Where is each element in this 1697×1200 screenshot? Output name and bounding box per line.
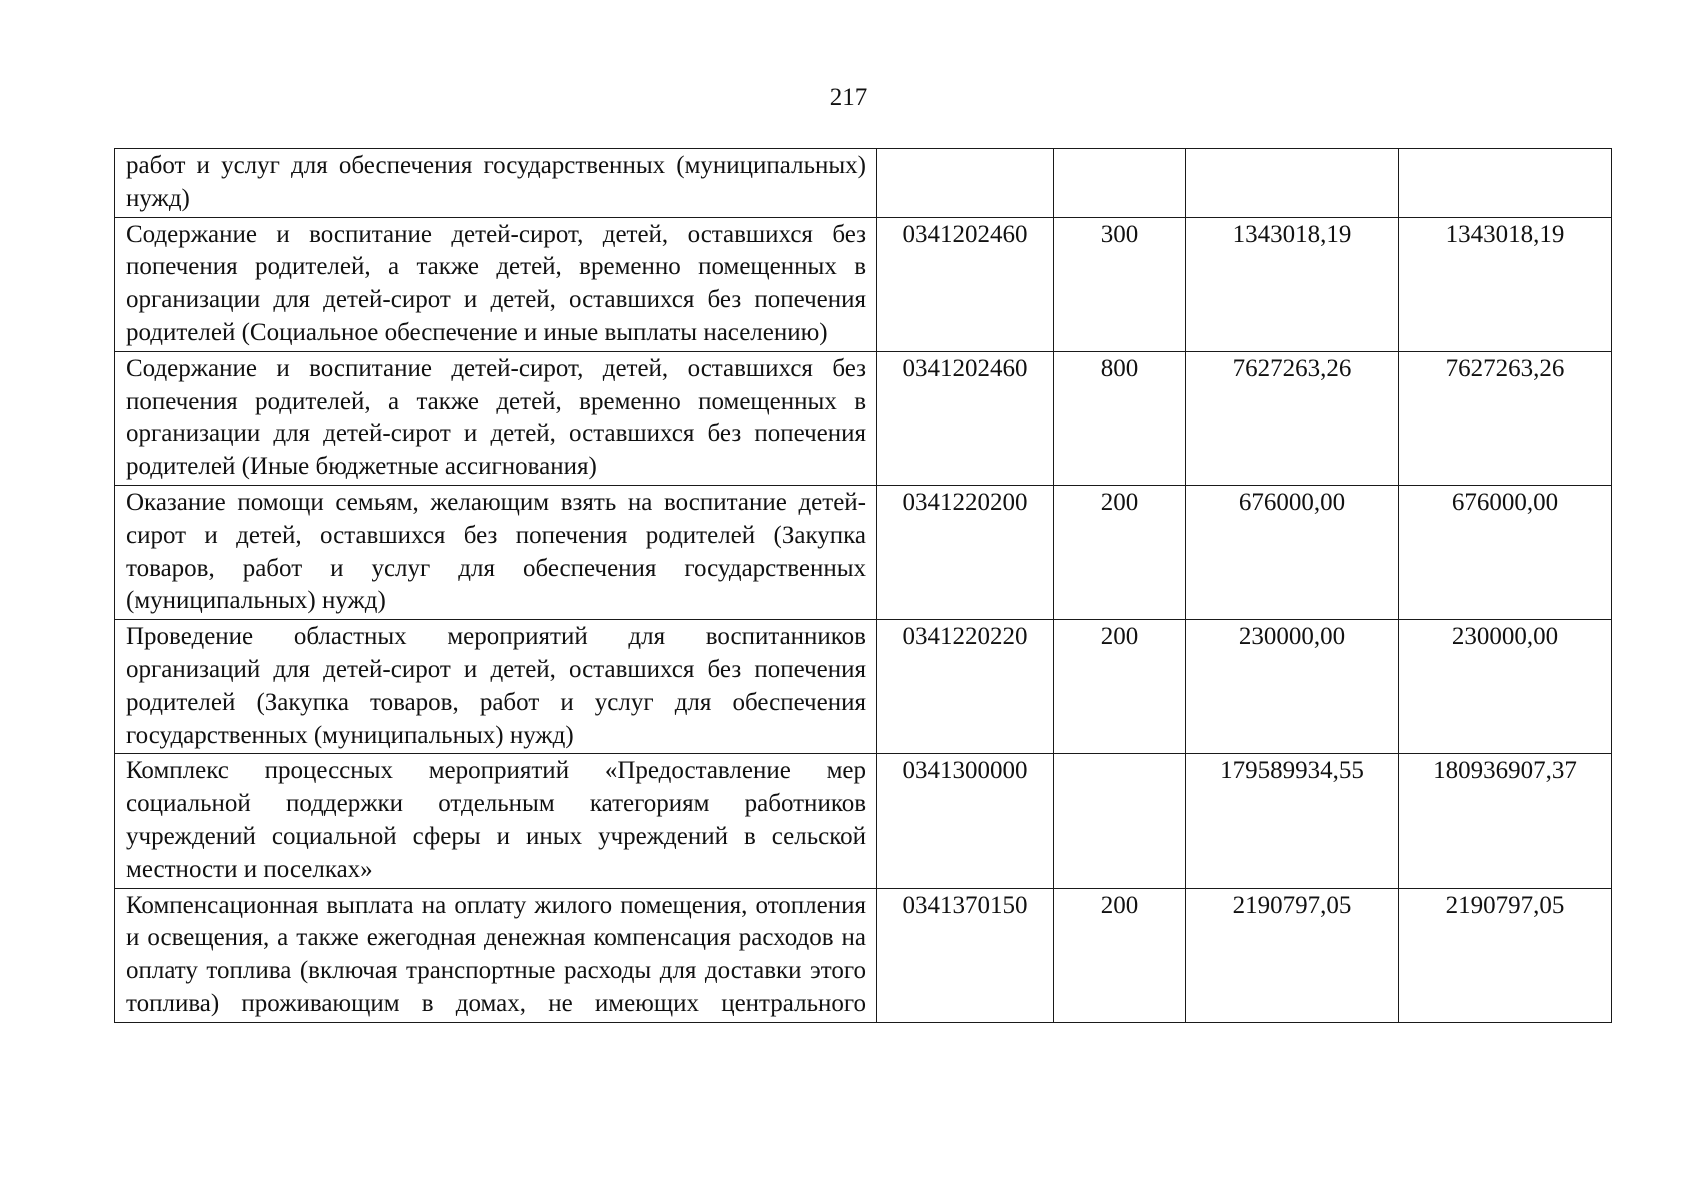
row-amount-2: 2190797,05: [1399, 888, 1612, 1022]
table-row: [115, 485, 1612, 619]
row-expense-type: [1054, 754, 1186, 888]
row-expense-type: 200: [1054, 888, 1186, 1022]
row-description: Оказание помощи семьям, желающим взять на воспитание детей-сирот и детей, оставшихся без попечения родителей (Закупка товаров, работ и услуг для обеспечения государственных (муниципальных) нужд): [115, 485, 877, 619]
row-target-code: 0341300000: [877, 754, 1054, 888]
table-row: [115, 149, 1612, 218]
row-expense-type: 300: [1054, 217, 1186, 351]
row-target-code: 0341370150: [877, 888, 1054, 1022]
row-description: Содержание и воспитание детей-сирот, детей, оставшихся без попечения родителей, а также детей, временно помещенных в организации для детей-сирот и детей, оставшихся без попечения родителей (Иные бюджетные ассигнования): [115, 351, 877, 485]
row-amount-2: 230000,00: [1399, 620, 1612, 754]
row-description: Содержание и воспитание детей-сирот, детей, оставшихся без попечения родителей, а также детей, временно помещенных в организации для детей-сирот и детей, оставшихся без попечения родителей (Социальное обеспечение и иные выплаты населению): [115, 217, 877, 351]
page-number: 217: [829, 84, 868, 111]
row-amount-1: 1343018,19: [1186, 217, 1399, 351]
row-expense-type: [1054, 149, 1186, 218]
row-description: Комплекс процессных мероприятий «Предоставление мер социальной поддержки отдельным категориям работников учреждений социальной сферы и иных учреждений в сельской местности и поселках»: [115, 754, 877, 888]
row-amount-2: [1399, 149, 1612, 218]
row-amount-2: 7627263,26: [1399, 351, 1612, 485]
row-target-code: 0341202460: [877, 351, 1054, 485]
table-row: [115, 351, 1612, 485]
row-amount-2: 1343018,19: [1399, 217, 1612, 351]
row-amount-1: 2190797,05: [1186, 888, 1399, 1022]
row-description: Проведение областных мероприятий для воспитанников организаций для детей-сирот и детей, оставшихся без попечения родителей (Закупка товаров, работ и услуг для обеспечения государственных (муниципальных) нужд): [115, 620, 877, 754]
row-amount-1: 676000,00: [1186, 485, 1399, 619]
table-row: [115, 888, 1612, 1022]
row-target-code: 0341202460: [877, 217, 1054, 351]
row-description: работ и услуг для обеспечения государственных (муниципальных) нужд): [115, 149, 877, 218]
row-description: Компенсационная выплата на оплату жилого помещения, отопления и освещения, а также ежегодная денежная компенсация расходов на оплату топлива (включая транспортные расходы для доставки этого топлива) проживающим в домах, не имеющих центрального: [115, 888, 877, 1022]
row-target-code: 0341220200: [877, 485, 1054, 619]
row-amount-1: 230000,00: [1186, 620, 1399, 754]
budget-table: [114, 148, 1612, 1023]
row-expense-type: 800: [1054, 351, 1186, 485]
row-amount-1: [1186, 149, 1399, 218]
table-row: [115, 217, 1612, 351]
row-amount-2: 180936907,37: [1399, 754, 1612, 888]
row-target-code: 0341220220: [877, 620, 1054, 754]
table-row: [115, 620, 1612, 754]
table-row: [115, 754, 1612, 888]
row-expense-type: 200: [1054, 485, 1186, 619]
row-target-code: [877, 149, 1054, 218]
row-amount-1: 7627263,26: [1186, 351, 1399, 485]
row-amount-2: 676000,00: [1399, 485, 1612, 619]
row-amount-1: 179589934,55: [1186, 754, 1399, 888]
row-expense-type: 200: [1054, 620, 1186, 754]
